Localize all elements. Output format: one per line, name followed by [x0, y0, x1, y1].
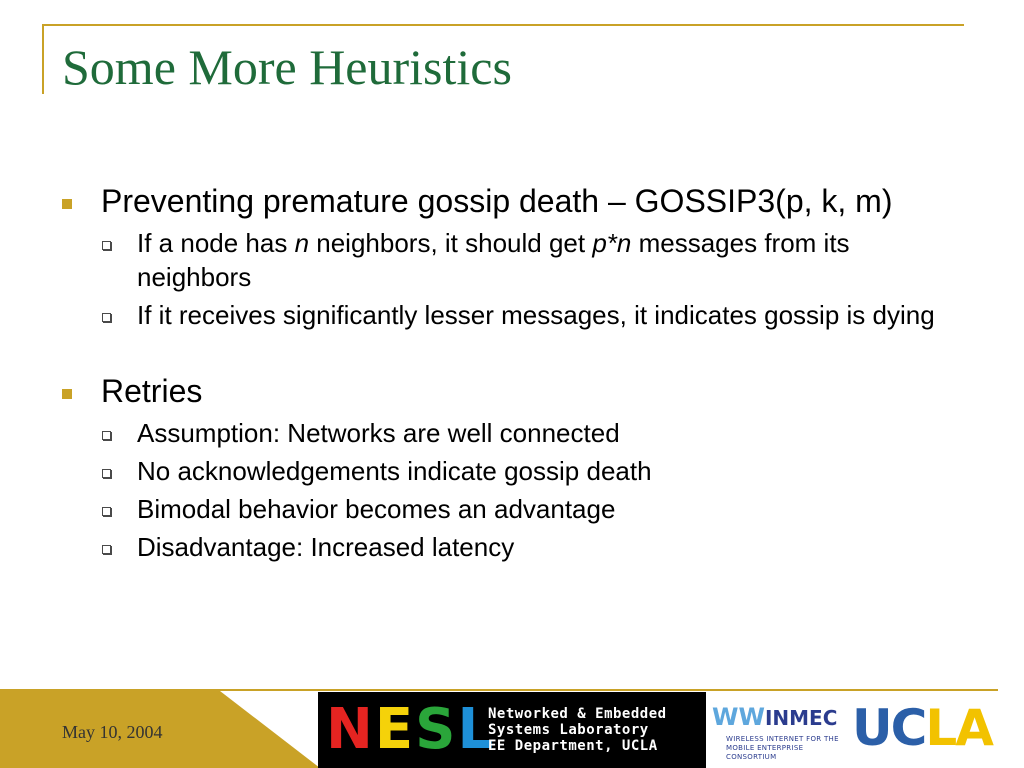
slide-title: Some More Heuristics — [62, 39, 512, 95]
nesl-line-2: Systems Laboratory — [488, 722, 649, 738]
hollow-square-bullet-icon — [102, 313, 111, 322]
title-frame-top-rule — [42, 24, 964, 26]
sub-bullet-text-pre: If a node has — [137, 228, 295, 258]
footer-rule — [0, 689, 998, 691]
var-p-times-n: p*n — [592, 228, 632, 258]
winmec-tagline-1: WIRELESS INTERNET FOR THE — [726, 735, 839, 743]
sub-bullet-disadvantage — [137, 530, 937, 564]
square-bullet-icon — [62, 199, 72, 209]
winmec-tagline — [726, 735, 842, 762]
winmec-name: INMEC — [764, 706, 838, 730]
sub-bullet-node-neighbors — [137, 226, 937, 294]
sub-bullet-text: Disadvantage: Increased latency — [137, 532, 515, 562]
var-n: n — [294, 228, 310, 258]
nesl-letter-n: N — [326, 697, 375, 762]
winmec-ww-mark: WW — [712, 703, 765, 731]
ucla-letter-l: L — [925, 699, 956, 757]
hollow-square-bullet-icon — [102, 469, 111, 478]
hollow-square-bullet-icon — [102, 545, 111, 554]
sub-bullet-assumption — [137, 416, 937, 450]
sub-bullet-no-acks — [137, 454, 937, 488]
ucla-letter-a: A — [955, 699, 992, 757]
sub-bullet-text: Assumption: Networks are well connected — [137, 418, 620, 448]
nesl-line-1: Networked & Embedded — [488, 706, 667, 722]
nesl-letter-e: E — [374, 697, 416, 762]
nesl-line-3: EE Department, UCLA — [488, 738, 658, 754]
title-frame-left-rule — [42, 24, 44, 94]
nesl-logo — [318, 692, 706, 768]
sub-bullet-gossip-dying — [137, 298, 937, 332]
hollow-square-bullet-icon — [102, 431, 111, 440]
sub-bullet-bimodal — [137, 492, 937, 526]
nesl-lab-name — [488, 706, 667, 754]
hollow-square-bullet-icon — [102, 241, 111, 250]
bullet-text: Preventing premature gossip death – GOSSIP3(p, k, m) — [101, 183, 893, 219]
bullet-text: Retries — [101, 373, 203, 409]
ucla-letter-c: C — [890, 699, 926, 757]
nesl-letters — [326, 698, 495, 762]
winmec-tagline-2: MOBILE ENTERPRISE CONSORTIUM — [726, 744, 804, 761]
ucla-logo — [852, 700, 992, 756]
sub-bullet-text: Bimodal behavior becomes an advantage — [137, 494, 616, 524]
bullet-premature-gossip-death — [62, 182, 926, 220]
sub-bullet-text-mid: neighbors, it should get — [309, 228, 593, 258]
square-bullet-icon — [62, 389, 72, 399]
winmec-wordmark — [712, 703, 842, 731]
hollow-square-bullet-icon — [102, 507, 111, 516]
winmec-logo — [712, 703, 842, 761]
ucla-letter-u: U — [852, 699, 891, 757]
bullet-retries — [62, 372, 926, 410]
nesl-letter-l: L — [457, 697, 496, 762]
footer-date: May 10, 2004 — [62, 722, 163, 742]
slide-content — [62, 182, 962, 564]
sub-bullet-text: If it receives significantly lesser messages, it indicates gossip is dying — [137, 300, 935, 330]
sub-bullet-text-post: messages from its neighbors — [137, 228, 850, 292]
sub-bullet-text: No acknowledgements indicate gossip death — [137, 456, 652, 486]
nesl-letter-s: S — [415, 697, 458, 762]
